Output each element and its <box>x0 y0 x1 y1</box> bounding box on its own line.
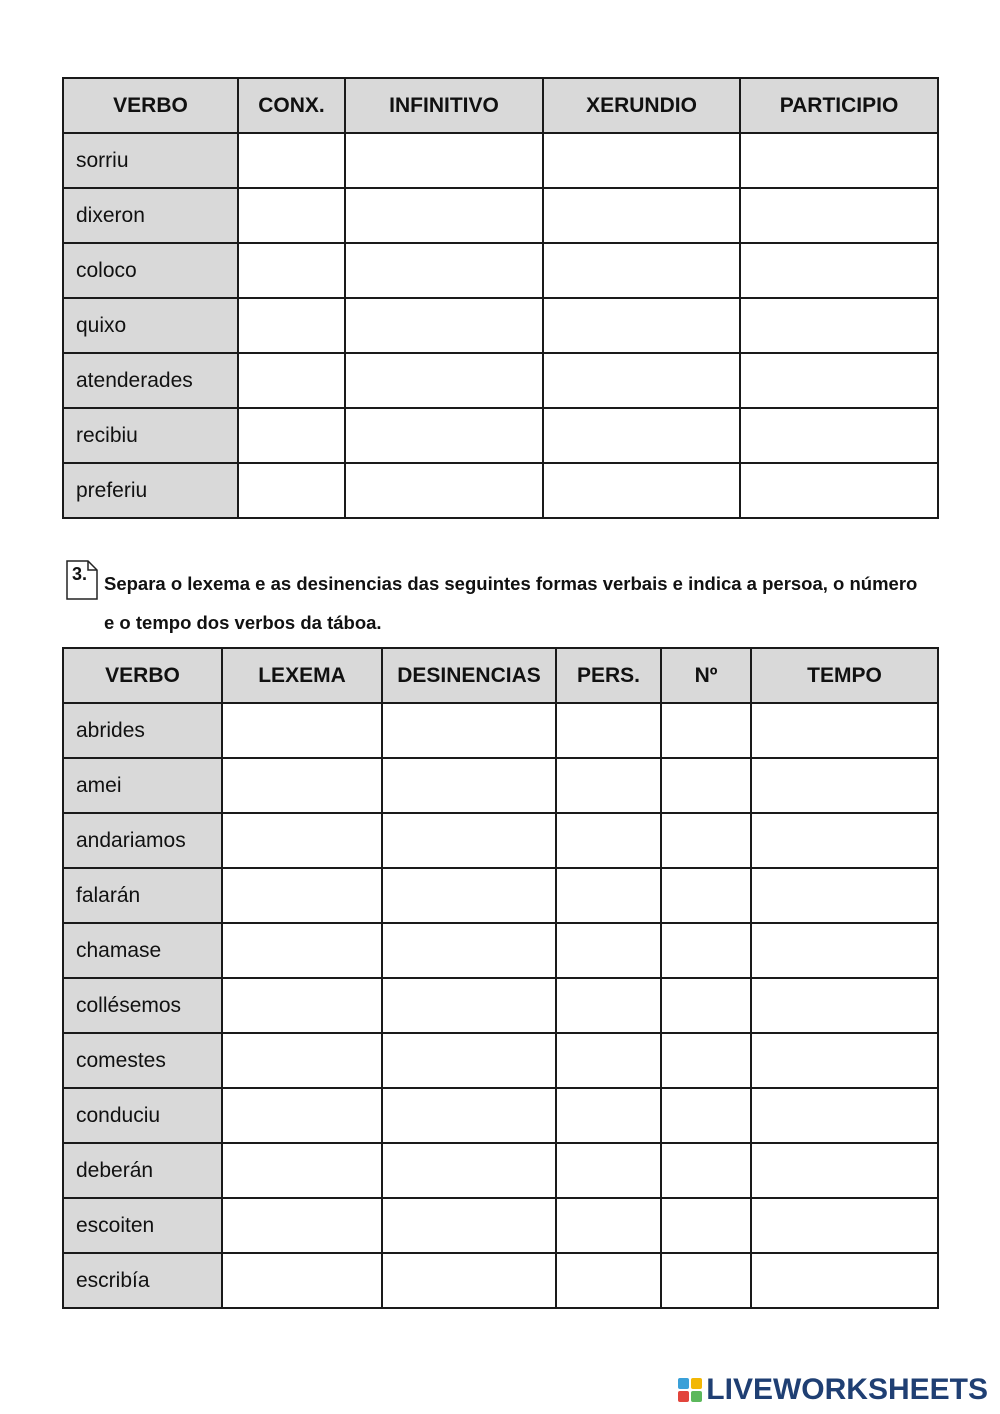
header-conx: CONX. <box>238 78 345 133</box>
desinencias-answer-cell[interactable] <box>382 703 556 758</box>
table-row <box>63 703 938 758</box>
table-row <box>63 463 938 518</box>
infinitivo-answer-cell[interactable] <box>345 353 543 408</box>
xerundio-answer-cell[interactable] <box>543 353 740 408</box>
infinitivo-answer-cell[interactable] <box>345 243 543 298</box>
verb-cell: escoiten <box>63 1198 222 1253</box>
verb-cell: collésemos <box>63 978 222 1033</box>
tempo-answer-cell[interactable] <box>751 1033 938 1088</box>
pers-answer-cell[interactable] <box>556 1198 661 1253</box>
numero-answer-cell[interactable] <box>661 758 751 813</box>
exercise-number: 3. <box>72 564 88 584</box>
table-header-row <box>63 78 938 133</box>
instruction-line-1: Separa o lexema e as desinencias das seguintes formas verbais e indica a persoa, o número <box>104 573 918 594</box>
tempo-answer-cell[interactable] <box>751 868 938 923</box>
tempo-answer-cell[interactable] <box>751 978 938 1033</box>
verb-cell: falarán <box>63 868 222 923</box>
table-row <box>63 813 938 868</box>
tempo-answer-cell[interactable] <box>751 923 938 978</box>
xerundio-answer-cell[interactable] <box>543 243 740 298</box>
table-row <box>63 1253 938 1308</box>
participio-answer-cell[interactable] <box>740 243 938 298</box>
conx-answer-cell[interactable] <box>238 133 345 188</box>
table-row <box>63 868 938 923</box>
desinencias-answer-cell[interactable] <box>382 1198 556 1253</box>
lexema-answer-cell[interactable] <box>222 978 382 1033</box>
lexema-answer-cell[interactable] <box>222 703 382 758</box>
lexema-answer-cell[interactable] <box>222 758 382 813</box>
lexema-answer-cell[interactable] <box>222 1198 382 1253</box>
infinitivo-answer-cell[interactable] <box>345 133 543 188</box>
verb-cell: chamase <box>63 923 222 978</box>
numero-answer-cell[interactable] <box>661 1198 751 1253</box>
verb-cell: abrides <box>63 703 222 758</box>
verb-cell: preferiu <box>63 463 238 518</box>
verb-cell: recibiu <box>63 408 238 463</box>
desinencias-answer-cell[interactable] <box>382 1088 556 1143</box>
desinencias-answer-cell[interactable] <box>382 758 556 813</box>
xerundio-answer-cell[interactable] <box>543 298 740 353</box>
table-row <box>63 1033 938 1088</box>
participio-answer-cell[interactable] <box>740 408 938 463</box>
tempo-answer-cell[interactable] <box>751 1253 938 1308</box>
logo-square-e <box>691 1391 702 1402</box>
verb-cell: dixeron <box>63 188 238 243</box>
conx-answer-cell[interactable] <box>238 188 345 243</box>
xerundio-answer-cell[interactable] <box>543 463 740 518</box>
tempo-answer-cell[interactable] <box>751 1143 938 1198</box>
participio-answer-cell[interactable] <box>740 188 938 243</box>
table-row <box>63 243 938 298</box>
table-row <box>63 1088 938 1143</box>
verb-cell: andariamos <box>63 813 222 868</box>
tempo-answer-cell[interactable] <box>751 1198 938 1253</box>
infinitivo-answer-cell[interactable] <box>345 408 543 463</box>
numero-answer-cell[interactable] <box>661 813 751 868</box>
conx-answer-cell[interactable] <box>238 353 345 408</box>
verb-cell: atenderades <box>63 353 238 408</box>
numero-answer-cell[interactable] <box>661 1143 751 1198</box>
participio-answer-cell[interactable] <box>740 133 938 188</box>
desinencias-answer-cell[interactable] <box>382 868 556 923</box>
pers-answer-cell[interactable] <box>556 978 661 1033</box>
pers-answer-cell[interactable] <box>556 1088 661 1143</box>
verb-cell: sorriu <box>63 133 238 188</box>
verb-cell: deberán <box>63 1143 222 1198</box>
logo-square-i <box>691 1378 702 1389</box>
desinencias-answer-cell[interactable] <box>382 1033 556 1088</box>
desinencias-answer-cell[interactable] <box>382 813 556 868</box>
logo-square-v <box>678 1391 689 1402</box>
lexeme-table <box>62 647 939 1309</box>
tempo-answer-cell[interactable] <box>751 813 938 868</box>
instruction-line-2: e o tempo dos verbos da táboa. <box>104 612 382 633</box>
header-xerundio: XERUNDIO <box>543 78 740 133</box>
pers-answer-cell[interactable] <box>556 813 661 868</box>
logo-square-l <box>678 1378 689 1389</box>
numero-answer-cell[interactable] <box>661 1033 751 1088</box>
logo-grid-icon <box>678 1378 702 1402</box>
lexema-answer-cell[interactable] <box>222 1253 382 1308</box>
numero-answer-cell[interactable] <box>661 703 751 758</box>
xerundio-answer-cell[interactable] <box>543 133 740 188</box>
table-row <box>63 1143 938 1198</box>
conx-answer-cell[interactable] <box>238 243 345 298</box>
infinitivo-answer-cell[interactable] <box>345 298 543 353</box>
header-pers: PERS. <box>556 648 661 703</box>
conx-answer-cell[interactable] <box>238 298 345 353</box>
table-row <box>63 1198 938 1253</box>
participio-answer-cell[interactable] <box>740 463 938 518</box>
header-verbo: VERBO <box>63 78 238 133</box>
header-participio: PARTICIPIO <box>740 78 938 133</box>
numero-answer-cell[interactable] <box>661 1088 751 1143</box>
lexema-answer-cell[interactable] <box>222 813 382 868</box>
brand-name: LIVEWORKSHEETS <box>706 1373 988 1406</box>
pers-answer-cell[interactable] <box>556 923 661 978</box>
table-row <box>63 188 938 243</box>
participio-answer-cell[interactable] <box>740 353 938 408</box>
numero-answer-cell[interactable] <box>661 1253 751 1308</box>
verb-cell: comestes <box>63 1033 222 1088</box>
table-row <box>63 408 938 463</box>
verb-cell: quixo <box>63 298 238 353</box>
header-tempo: TEMPO <box>751 648 938 703</box>
pers-answer-cell[interactable] <box>556 1253 661 1308</box>
numero-answer-cell[interactable] <box>661 978 751 1033</box>
verb-cell: coloco <box>63 243 238 298</box>
table-row <box>63 353 938 408</box>
infinitivo-answer-cell[interactable] <box>345 188 543 243</box>
table-row <box>63 758 938 813</box>
verb-cell: amei <box>63 758 222 813</box>
header-desinencias: DESINENCIAS <box>382 648 556 703</box>
numero-answer-cell[interactable] <box>661 868 751 923</box>
desinencias-answer-cell[interactable] <box>382 1143 556 1198</box>
desinencias-answer-cell[interactable] <box>382 1253 556 1308</box>
header-verbo: VERBO <box>63 648 222 703</box>
verb-cell: conduciu <box>63 1088 222 1143</box>
xerundio-answer-cell[interactable] <box>543 188 740 243</box>
lexema-answer-cell[interactable] <box>222 1088 382 1143</box>
desinencias-answer-cell[interactable] <box>382 923 556 978</box>
header-lexema: LEXEMA <box>222 648 382 703</box>
liveworksheets-logo[interactable] <box>678 1372 988 1408</box>
table-row <box>63 133 938 188</box>
xerundio-answer-cell[interactable] <box>543 408 740 463</box>
pers-answer-cell[interactable] <box>556 758 661 813</box>
lexema-answer-cell[interactable] <box>222 1033 382 1088</box>
lexema-answer-cell[interactable] <box>222 923 382 978</box>
table-header-row <box>63 648 938 703</box>
tempo-answer-cell[interactable] <box>751 1088 938 1143</box>
pers-answer-cell[interactable] <box>556 703 661 758</box>
verb-forms-table <box>62 77 939 519</box>
header-numero: Nº <box>661 648 751 703</box>
pers-answer-cell[interactable] <box>556 1033 661 1088</box>
conx-answer-cell[interactable] <box>238 463 345 518</box>
conx-answer-cell[interactable] <box>238 408 345 463</box>
tempo-answer-cell[interactable] <box>751 703 938 758</box>
infinitivo-answer-cell[interactable] <box>345 463 543 518</box>
verb-cell: escribía <box>63 1253 222 1308</box>
table-row <box>63 298 938 353</box>
tempo-answer-cell[interactable] <box>751 758 938 813</box>
numero-answer-cell[interactable] <box>661 923 751 978</box>
lexema-answer-cell[interactable] <box>222 868 382 923</box>
table-row <box>63 978 938 1033</box>
table-row <box>63 923 938 978</box>
pers-answer-cell[interactable] <box>556 868 661 923</box>
pers-answer-cell[interactable] <box>556 1143 661 1198</box>
header-infinitivo: INFINITIVO <box>345 78 543 133</box>
participio-answer-cell[interactable] <box>740 298 938 353</box>
lexema-answer-cell[interactable] <box>222 1143 382 1198</box>
desinencias-answer-cell[interactable] <box>382 978 556 1033</box>
